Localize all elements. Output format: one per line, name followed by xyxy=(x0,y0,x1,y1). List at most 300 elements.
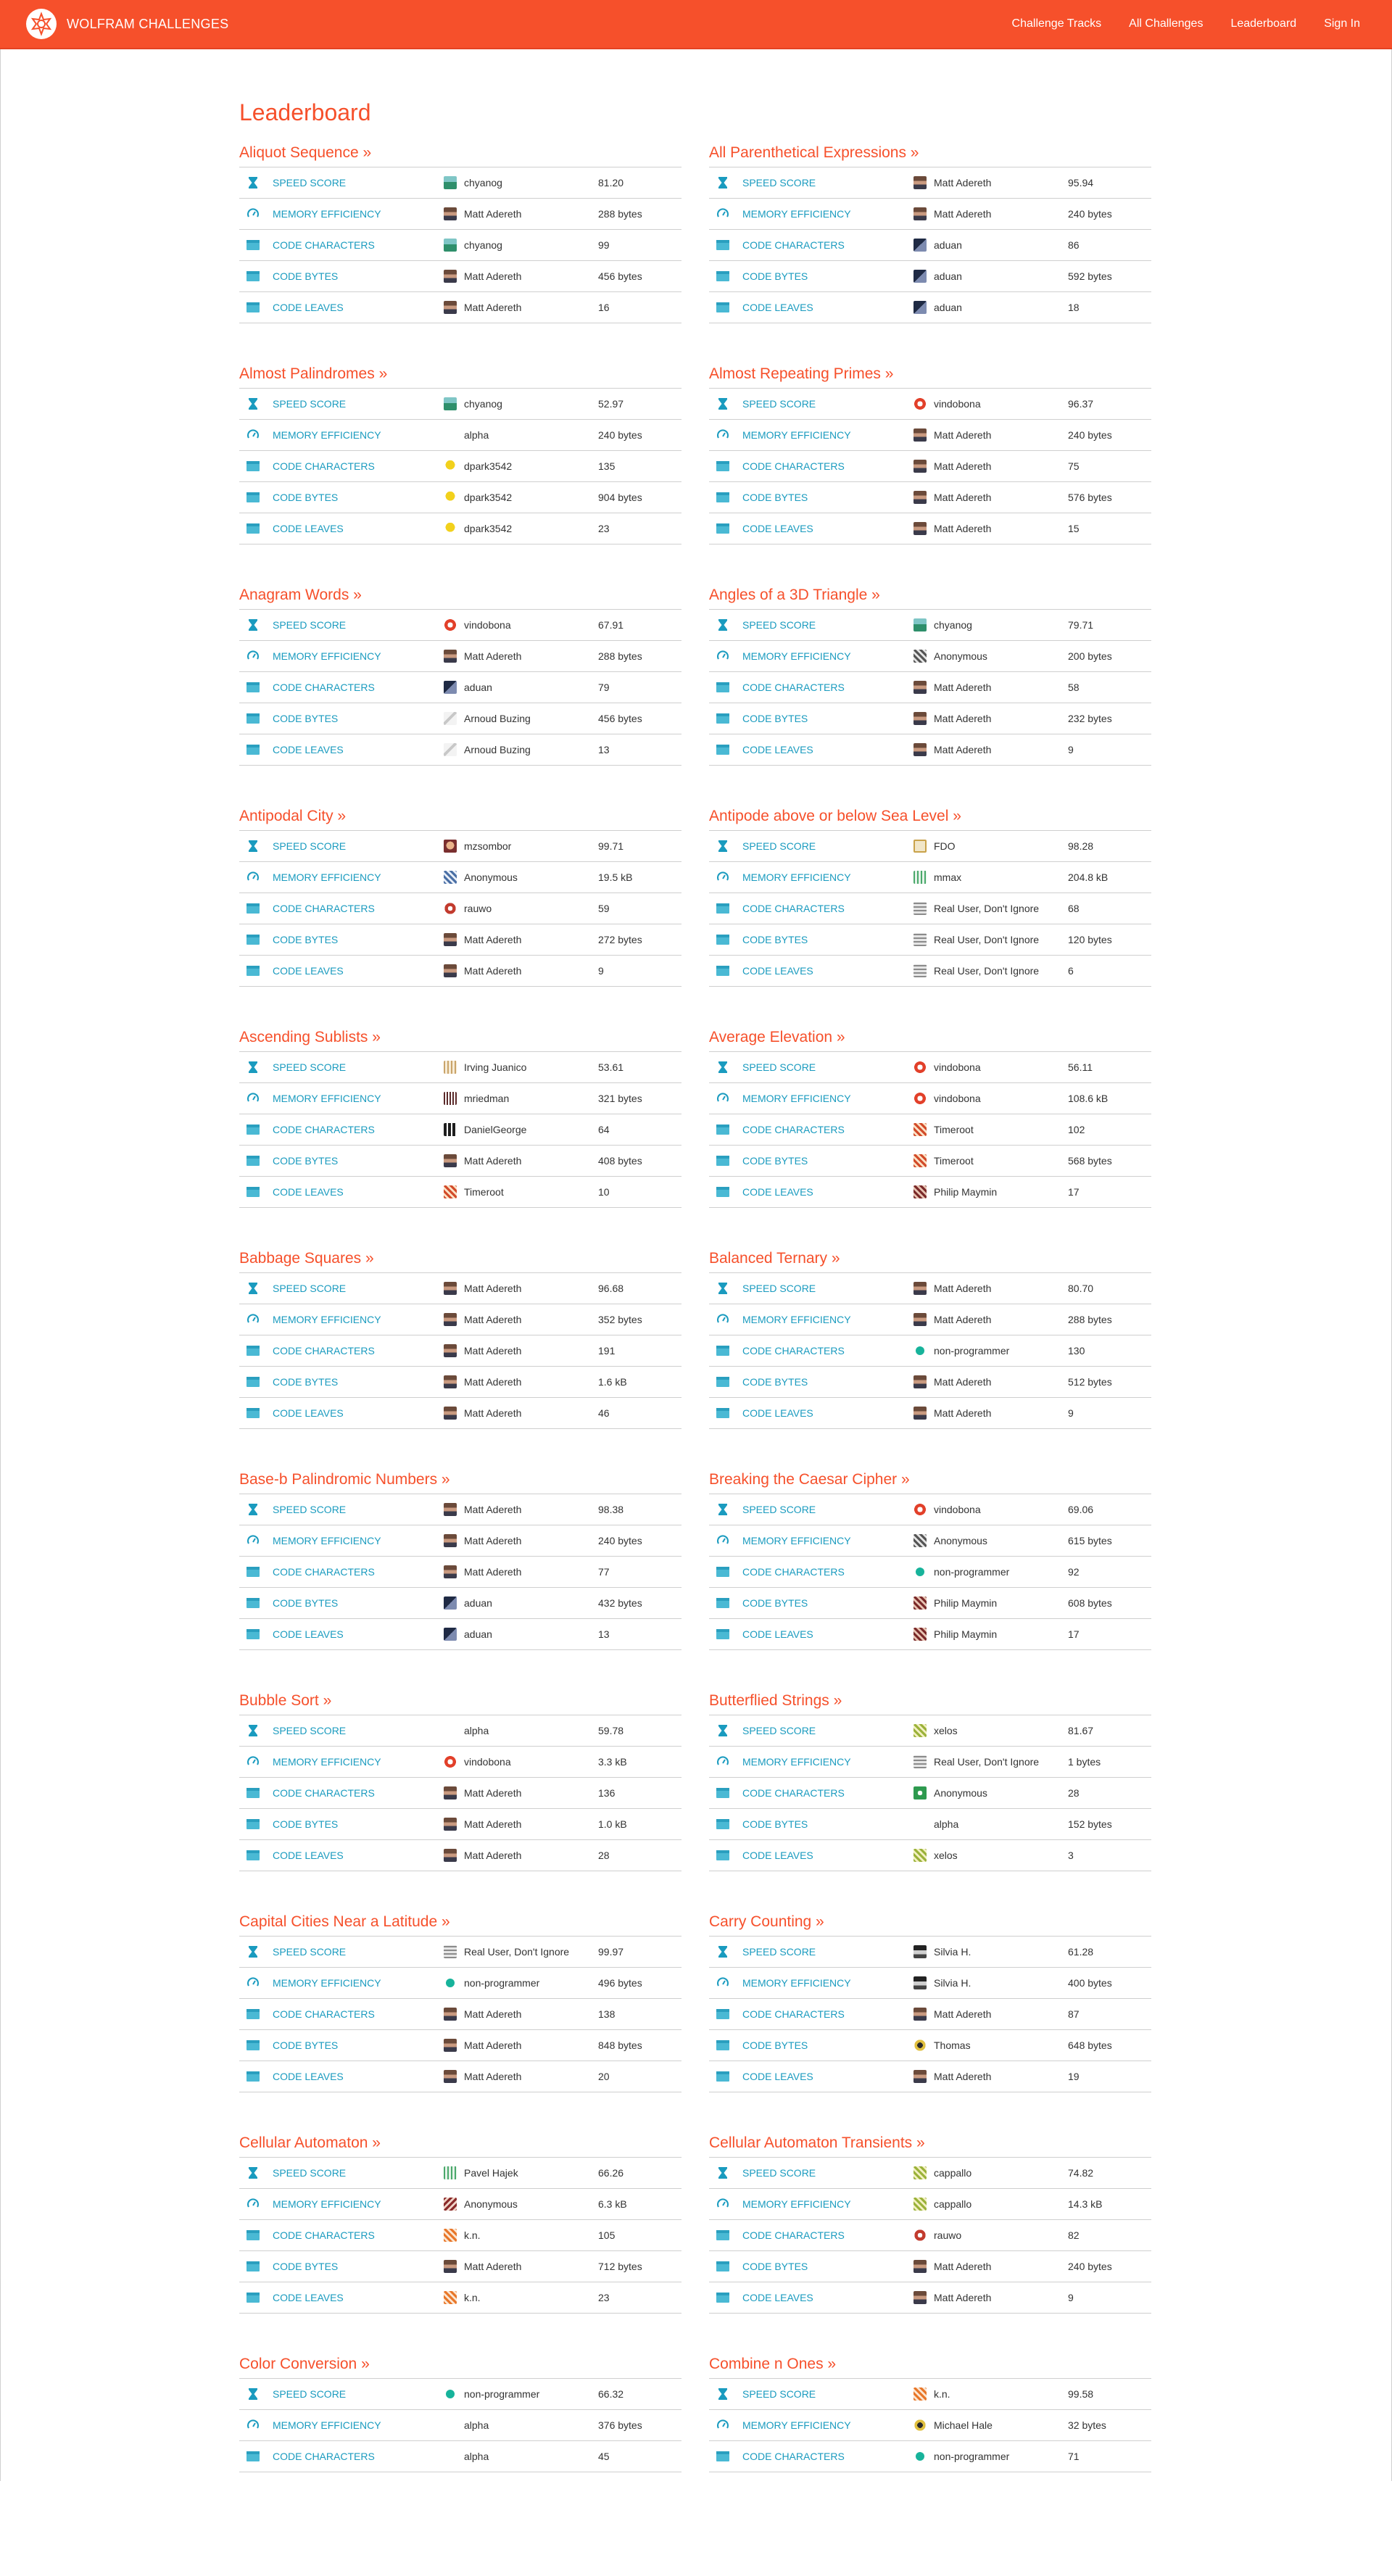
category-link[interactable] xyxy=(709,522,914,535)
challenge-title-link[interactable]: Combine n Ones » xyxy=(709,2356,837,2372)
user-link[interactable] xyxy=(914,1154,1068,1167)
user-link[interactable] xyxy=(914,207,1068,220)
user-link[interactable] xyxy=(444,1755,598,1768)
category-link[interactable] xyxy=(709,1755,914,1768)
user-link[interactable] xyxy=(914,1185,1068,1198)
category-label: MEMORY EFFICIENCY xyxy=(273,1535,381,1546)
category-link[interactable] xyxy=(239,2291,444,2304)
user-link[interactable] xyxy=(914,933,1068,946)
leaderboard-row xyxy=(239,1715,682,1747)
category-link[interactable] xyxy=(239,840,444,853)
user-link[interactable] xyxy=(444,1503,598,1516)
category-link[interactable] xyxy=(709,2166,914,2179)
category-label: CODE LEAVES xyxy=(742,744,813,755)
category-label: SPEED SCORE xyxy=(273,398,347,410)
challenge-title-link[interactable]: Babbage Squares » xyxy=(239,1250,374,1267)
challenge-title-link[interactable]: Color Conversion » xyxy=(239,2356,370,2372)
category-link[interactable] xyxy=(239,1313,444,1326)
user-link[interactable] xyxy=(444,2229,598,2242)
category-link[interactable] xyxy=(239,1185,444,1198)
category-link[interactable] xyxy=(709,1185,914,1198)
challenge-title-link[interactable]: Butterflied Strings » xyxy=(709,1692,842,1709)
user-link[interactable] xyxy=(444,428,598,442)
category-link[interactable] xyxy=(709,207,914,220)
user-link[interactable] xyxy=(444,650,598,663)
category-link[interactable] xyxy=(239,2008,444,2021)
category-link[interactable] xyxy=(709,176,914,189)
user-link[interactable] xyxy=(444,1407,598,1420)
category-link[interactable] xyxy=(239,1282,444,1295)
code-card-icon xyxy=(716,1123,729,1136)
user-link[interactable] xyxy=(914,1849,1068,1862)
nav-leaderboard[interactable]: Leaderboard xyxy=(1230,17,1297,30)
category-link[interactable] xyxy=(239,1755,444,1768)
user-link[interactable] xyxy=(444,1061,598,1074)
challenge-title-link[interactable]: All Parenthetical Expressions » xyxy=(709,144,919,161)
category-label: SPEED SCORE xyxy=(742,840,816,852)
category-link[interactable] xyxy=(709,1786,914,1800)
category-link[interactable] xyxy=(239,176,444,189)
user-link[interactable] xyxy=(914,176,1068,189)
challenge-rows xyxy=(709,1494,1151,1650)
category-link[interactable] xyxy=(709,460,914,473)
category-link[interactable] xyxy=(709,301,914,314)
user-link[interactable] xyxy=(444,460,598,473)
user-link[interactable] xyxy=(444,2070,598,2083)
category-link[interactable] xyxy=(239,491,444,504)
user-link[interactable] xyxy=(444,1154,598,1167)
score-value: 20 xyxy=(598,2071,610,2082)
category-link[interactable] xyxy=(709,712,914,725)
category-link[interactable] xyxy=(239,1786,444,1800)
hourglass-icon xyxy=(246,2166,260,2179)
nav-sign-in[interactable]: Sign In xyxy=(1324,17,1360,30)
user-link[interactable] xyxy=(444,270,598,283)
leaderboard-row xyxy=(239,2282,682,2314)
category-link[interactable] xyxy=(709,902,914,915)
challenge-title-link[interactable]: Cellular Automaton Transients » xyxy=(709,2134,925,2151)
score-value: 56.11 xyxy=(1068,1061,1093,1073)
category-link[interactable] xyxy=(239,2450,444,2463)
user-link[interactable] xyxy=(444,964,598,977)
category-link[interactable] xyxy=(239,1154,444,1167)
user-link[interactable] xyxy=(914,239,1068,252)
user-link[interactable] xyxy=(444,1849,598,1862)
category-link[interactable] xyxy=(239,1724,444,1737)
category-link[interactable] xyxy=(709,2260,914,2273)
user-link[interactable] xyxy=(444,522,598,535)
user-avatar xyxy=(444,1185,457,1198)
category-link[interactable] xyxy=(239,1375,444,1388)
user-name: cappallo xyxy=(934,2167,972,2179)
score-value: 138 xyxy=(598,2008,616,2020)
code-card-icon xyxy=(246,2450,260,2463)
score-value: 15 xyxy=(1068,523,1080,534)
category-link[interactable] xyxy=(239,650,444,663)
category-link[interactable] xyxy=(709,1407,914,1420)
nav-challenge-tracks[interactable]: Challenge Tracks xyxy=(1011,17,1102,30)
user-link[interactable] xyxy=(444,239,598,252)
code-card-icon xyxy=(246,681,260,694)
user-link[interactable] xyxy=(914,1503,1068,1516)
category-link[interactable] xyxy=(239,270,444,283)
score-value: 87 xyxy=(1068,2008,1080,2020)
challenge-title-link[interactable]: Almost Palindromes » xyxy=(239,365,388,382)
category-link[interactable] xyxy=(709,1596,914,1610)
user-link[interactable] xyxy=(914,2387,1068,2401)
user-link[interactable] xyxy=(914,840,1068,853)
user-name: aduan xyxy=(934,239,962,251)
user-name: aduan xyxy=(464,682,492,693)
leaderboard-row xyxy=(239,1273,682,1304)
user-link[interactable] xyxy=(914,1345,1068,1357)
category-link[interactable] xyxy=(709,1123,914,1136)
category-link[interactable] xyxy=(239,301,444,314)
category-link[interactable] xyxy=(709,1565,914,1578)
category-link[interactable] xyxy=(709,1061,914,1074)
category-link[interactable] xyxy=(239,428,444,442)
category-link[interactable] xyxy=(239,1092,444,1105)
user-name: Anonymous xyxy=(934,1787,987,1799)
challenge-title-link[interactable]: Antipode above or below Sea Level » xyxy=(709,808,961,824)
user-link[interactable] xyxy=(914,964,1068,977)
user-link[interactable] xyxy=(444,681,598,694)
user-link[interactable] xyxy=(914,2229,1068,2242)
category-link[interactable] xyxy=(709,428,914,442)
category-link[interactable] xyxy=(239,1945,444,1958)
category-link[interactable] xyxy=(239,1596,444,1610)
category-link[interactable] xyxy=(239,1534,444,1547)
user-link[interactable] xyxy=(444,871,598,884)
challenge-title-link[interactable]: Bubble Sort » xyxy=(239,1692,332,1709)
leaderboard-row xyxy=(239,2441,682,2472)
category-link[interactable] xyxy=(709,2008,914,2021)
category-link[interactable] xyxy=(239,207,444,220)
user-link[interactable] xyxy=(444,207,598,220)
user-link[interactable] xyxy=(914,460,1068,473)
category-link[interactable] xyxy=(709,1849,914,1862)
user-link[interactable] xyxy=(444,2419,598,2432)
category-link[interactable] xyxy=(239,1565,444,1578)
category-link[interactable] xyxy=(709,1724,914,1737)
user-link[interactable] xyxy=(914,1534,1068,1547)
user-link[interactable] xyxy=(914,1061,1068,1074)
category-link[interactable] xyxy=(709,933,914,946)
user-link[interactable] xyxy=(444,840,598,853)
user-link[interactable] xyxy=(914,1282,1068,1295)
user-link[interactable] xyxy=(914,871,1068,884)
category-link[interactable] xyxy=(239,743,444,756)
user-link[interactable] xyxy=(444,1313,598,1326)
category-link[interactable] xyxy=(709,1313,914,1326)
category-link[interactable] xyxy=(709,1282,914,1295)
challenge-title-link[interactable]: Balanced Ternary » xyxy=(709,1250,840,1267)
user-link[interactable] xyxy=(914,1786,1068,1800)
challenge-block xyxy=(239,2134,682,2355)
category-link[interactable] xyxy=(709,840,914,853)
user-link[interactable] xyxy=(914,1092,1068,1105)
user-link[interactable] xyxy=(914,1375,1068,1388)
category-link[interactable] xyxy=(709,1945,914,1958)
challenge-title-link[interactable]: Carry Counting » xyxy=(709,1913,824,1930)
user-link[interactable] xyxy=(444,1977,598,1989)
user-link[interactable] xyxy=(444,2291,598,2304)
user-link[interactable] xyxy=(914,522,1068,535)
user-avatar xyxy=(444,1503,457,1516)
category-link[interactable] xyxy=(239,871,444,884)
user-link[interactable] xyxy=(914,1407,1068,1420)
challenge-title-link[interactable]: Anagram Words » xyxy=(239,587,362,603)
user-link[interactable] xyxy=(914,397,1068,410)
leaderboard-row xyxy=(239,2030,682,2061)
category-link[interactable] xyxy=(239,2070,444,2083)
code-card-icon xyxy=(716,1375,729,1388)
category-link[interactable] xyxy=(239,902,444,915)
challenge-title-link[interactable]: Breaking the Caesar Cipher » xyxy=(709,1471,910,1488)
score-value: 13 xyxy=(598,1628,610,1640)
leaderboard-row xyxy=(709,1557,1151,1588)
score-value: 23 xyxy=(598,2292,610,2303)
score-value: 496 bytes xyxy=(598,1977,642,1989)
user-link[interactable] xyxy=(444,743,598,756)
category-link[interactable] xyxy=(709,1375,914,1388)
user-link[interactable] xyxy=(914,2260,1068,2273)
user-avatar xyxy=(914,1945,927,1958)
category-link[interactable] xyxy=(709,1818,914,1831)
category-link[interactable] xyxy=(239,397,444,410)
category-link[interactable] xyxy=(709,491,914,504)
challenge-title-link[interactable]: Almost Repeating Primes » xyxy=(709,365,894,382)
user-link[interactable] xyxy=(914,1945,1068,1958)
leaderboard-row xyxy=(709,230,1151,261)
user-link[interactable] xyxy=(914,491,1068,504)
category-link[interactable] xyxy=(709,2229,914,2242)
challenge-block xyxy=(709,1028,1151,1249)
category-link[interactable] xyxy=(709,2039,914,2052)
user-avatar xyxy=(914,522,927,535)
category-link[interactable] xyxy=(709,1628,914,1641)
category-link[interactable] xyxy=(239,1628,444,1641)
category-link[interactable] xyxy=(239,933,444,946)
category-link[interactable] xyxy=(709,650,914,663)
user-link[interactable] xyxy=(914,301,1068,314)
category-link[interactable] xyxy=(239,964,444,977)
user-name: Matt Adereth xyxy=(464,2261,522,2272)
user-link[interactable] xyxy=(444,1375,598,1388)
user-link[interactable] xyxy=(444,2039,598,2052)
category-link[interactable] xyxy=(239,460,444,473)
user-link[interactable] xyxy=(444,1596,598,1610)
gauge-icon xyxy=(246,428,260,442)
user-link[interactable] xyxy=(444,491,598,504)
category-link[interactable] xyxy=(239,2260,444,2273)
user-link[interactable] xyxy=(914,712,1068,725)
user-link[interactable] xyxy=(914,428,1068,442)
category-link[interactable] xyxy=(709,964,914,977)
user-link[interactable] xyxy=(914,1976,1068,1989)
user-avatar xyxy=(914,491,927,504)
category-link[interactable] xyxy=(239,2229,444,2242)
category-link[interactable] xyxy=(239,1849,444,1862)
category-link[interactable] xyxy=(709,239,914,252)
brand[interactable] xyxy=(26,0,228,48)
leaderboard-row xyxy=(709,261,1151,292)
category-link[interactable] xyxy=(709,618,914,631)
user-link[interactable] xyxy=(444,1344,598,1357)
user-link[interactable] xyxy=(444,1092,598,1105)
category-link[interactable] xyxy=(239,1976,444,1989)
user-link[interactable] xyxy=(444,1534,598,1547)
score-value: 75 xyxy=(1068,460,1080,472)
user-link[interactable] xyxy=(914,1596,1068,1610)
user-link[interactable] xyxy=(914,1724,1068,1737)
user-link[interactable] xyxy=(444,2450,598,2463)
category-link[interactable] xyxy=(239,239,444,252)
nav-all-challenges[interactable]: All Challenges xyxy=(1129,17,1204,30)
user-link[interactable] xyxy=(444,1786,598,1800)
challenge-title-link[interactable]: Average Elevation » xyxy=(709,1029,845,1045)
category-link[interactable] xyxy=(709,1503,914,1516)
category-link[interactable] xyxy=(239,2387,444,2401)
user-link[interactable] xyxy=(444,712,598,725)
category-link[interactable] xyxy=(709,1154,914,1167)
challenge-title-link[interactable]: Cellular Automaton » xyxy=(239,2134,381,2151)
code-card-icon xyxy=(716,2450,729,2463)
leaderboard-row xyxy=(239,1588,682,1619)
user-link[interactable] xyxy=(914,2419,1068,2432)
category-link[interactable] xyxy=(239,2419,444,2432)
category-link[interactable] xyxy=(709,2198,914,2211)
category-link[interactable] xyxy=(239,2166,444,2179)
user-link[interactable] xyxy=(914,1123,1068,1136)
challenge-title-link[interactable]: Ascending Sublists » xyxy=(239,1029,381,1045)
category-link[interactable] xyxy=(239,1818,444,1831)
category-link[interactable] xyxy=(239,1407,444,1420)
challenge-title-link[interactable]: Angles of a 3D Triangle » xyxy=(709,587,880,603)
user-link[interactable] xyxy=(914,270,1068,283)
gauge-icon xyxy=(246,1755,260,1768)
user-link[interactable] xyxy=(444,1724,598,1737)
category-link[interactable] xyxy=(239,1503,444,1516)
leaderboard-row xyxy=(239,1335,682,1367)
user-link[interactable] xyxy=(444,1818,598,1831)
score-value: 512 bytes xyxy=(1068,1376,1112,1388)
user-link[interactable] xyxy=(914,2451,1068,2462)
category-link[interactable] xyxy=(709,1534,914,1547)
user-link[interactable] xyxy=(444,1565,598,1578)
challenge-title-link[interactable]: Capital Cities Near a Latitude » xyxy=(239,1913,450,1930)
user-link[interactable] xyxy=(914,1313,1068,1326)
user-link[interactable] xyxy=(914,1628,1068,1641)
category-link[interactable] xyxy=(239,712,444,725)
user-link[interactable] xyxy=(914,2008,1068,2021)
user-avatar xyxy=(914,712,927,725)
score-value: 59 xyxy=(598,903,610,914)
category-link[interactable] xyxy=(709,1344,914,1357)
user-link[interactable] xyxy=(444,902,598,915)
user-link[interactable] xyxy=(444,397,598,410)
user-link[interactable] xyxy=(444,2198,598,2211)
code-card-icon xyxy=(716,2291,729,2304)
leaderboard-row xyxy=(239,2158,682,2189)
user-link[interactable] xyxy=(914,743,1068,756)
code-card-icon xyxy=(246,2229,260,2242)
hourglass-icon xyxy=(246,1061,260,1074)
category-label: MEMORY EFFICIENCY xyxy=(742,2198,851,2210)
category-link[interactable] xyxy=(709,2291,914,2304)
user-link[interactable] xyxy=(444,618,598,631)
user-link[interactable] xyxy=(914,681,1068,694)
category-link[interactable] xyxy=(709,2070,914,2083)
user-link[interactable] xyxy=(914,650,1068,663)
user-link[interactable] xyxy=(914,1818,1068,1831)
challenge-title-link[interactable]: Aliquot Sequence » xyxy=(239,144,372,161)
score-value: 66.26 xyxy=(598,2167,624,2179)
category-link[interactable] xyxy=(709,2450,914,2463)
category-link[interactable] xyxy=(709,871,914,884)
category-link[interactable] xyxy=(709,1976,914,1989)
user-link[interactable] xyxy=(914,2291,1068,2304)
category-link[interactable] xyxy=(709,1092,914,1105)
user-link[interactable] xyxy=(914,2039,1068,2052)
category-link[interactable] xyxy=(239,1123,444,1136)
user-link[interactable] xyxy=(444,301,598,314)
score-value: 352 bytes xyxy=(598,1314,642,1325)
user-link[interactable] xyxy=(444,1185,598,1198)
category-link[interactable] xyxy=(709,270,914,283)
user-link[interactable] xyxy=(444,1282,598,1295)
user-link[interactable] xyxy=(914,1566,1068,1578)
challenge-title-link[interactable]: Base-b Palindromic Numbers » xyxy=(239,1471,450,1488)
category-link[interactable] xyxy=(709,2387,914,2401)
category-link[interactable] xyxy=(239,1061,444,1074)
category-link[interactable] xyxy=(239,618,444,631)
category-link[interactable] xyxy=(239,1344,444,1357)
user-link[interactable] xyxy=(444,933,598,946)
user-link[interactable] xyxy=(914,2198,1068,2211)
category-link[interactable] xyxy=(239,522,444,535)
user-link[interactable] xyxy=(444,2388,598,2400)
user-name: alpha xyxy=(464,1725,489,1736)
challenge-rows xyxy=(709,1936,1151,2092)
leaderboard-row xyxy=(239,956,682,987)
user-link[interactable] xyxy=(914,618,1068,631)
user-link[interactable] xyxy=(914,1755,1068,1768)
code-card-icon xyxy=(716,1344,729,1357)
category-label: CODE CHARACTERS xyxy=(742,903,845,914)
user-link[interactable] xyxy=(444,176,598,189)
challenge-title-link[interactable]: Antipodal City » xyxy=(239,808,347,824)
category-link[interactable] xyxy=(239,2039,444,2052)
user-link[interactable] xyxy=(444,1945,598,1958)
user-link[interactable] xyxy=(444,2008,598,2021)
user-link[interactable] xyxy=(914,902,1068,915)
user-link[interactable] xyxy=(444,1123,598,1136)
category-label: MEMORY EFFICIENCY xyxy=(742,1756,851,1768)
user-link[interactable] xyxy=(444,2166,598,2179)
category-link[interactable] xyxy=(239,2198,444,2211)
category-link[interactable] xyxy=(239,681,444,694)
user-avatar xyxy=(914,1061,927,1074)
category-link[interactable] xyxy=(709,2419,914,2432)
user-link[interactable] xyxy=(444,1628,598,1641)
user-link[interactable] xyxy=(914,2166,1068,2179)
category-link[interactable] xyxy=(709,681,914,694)
user-link[interactable] xyxy=(914,2070,1068,2083)
category-link[interactable] xyxy=(709,397,914,410)
category-link[interactable] xyxy=(709,743,914,756)
user-link[interactable] xyxy=(444,2260,598,2273)
